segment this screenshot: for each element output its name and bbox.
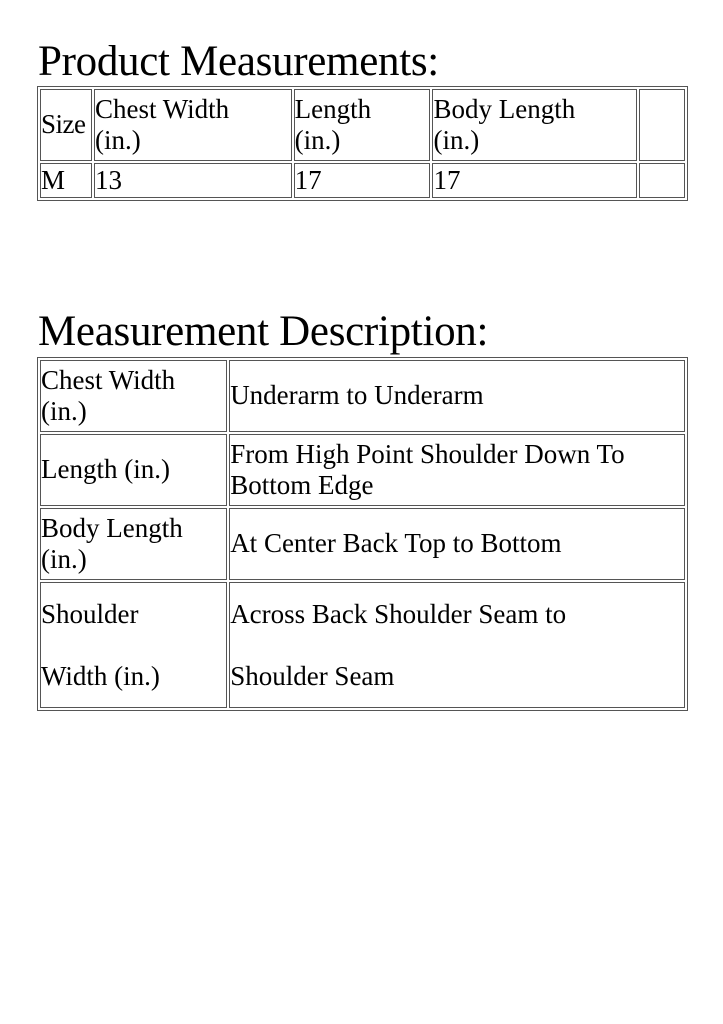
table-row xyxy=(40,508,685,580)
table-header-row xyxy=(40,89,685,161)
row-name-line2: (in.) xyxy=(41,544,87,574)
row-name-line1: Chest Width xyxy=(41,364,176,395)
row-description-line1: From High Point Shoulder Down To xyxy=(230,438,625,469)
row-name xyxy=(40,508,227,580)
header-blank xyxy=(639,89,685,161)
row-name xyxy=(40,360,227,432)
row-name-line1: Body Length xyxy=(41,512,183,543)
cell-body-length: 17 xyxy=(432,163,637,198)
header-chest-width-line2: (in.) xyxy=(94,125,141,155)
row-description-line2: Bottom Edge xyxy=(230,470,374,500)
row-name xyxy=(40,434,227,506)
header-body-length xyxy=(432,89,637,161)
product-measurements-table xyxy=(37,86,688,201)
cell-chest-width: 13 xyxy=(94,163,292,198)
row-description xyxy=(229,434,685,506)
table-row xyxy=(40,582,685,708)
table-row xyxy=(40,434,685,506)
header-body-length-line1: Body Length xyxy=(433,93,576,124)
row-name-line2: (in.) xyxy=(41,396,87,426)
header-length-line1: Length xyxy=(294,93,372,124)
header-length-line2: (in.) xyxy=(294,125,341,155)
row-name xyxy=(40,582,227,708)
row-description-line2: Shoulder Seam xyxy=(230,661,395,691)
header-chest-width-line1: Chest Width xyxy=(94,93,230,124)
row-description xyxy=(229,508,685,580)
header-chest-width xyxy=(94,89,292,161)
row-name-line2: Width (in.) xyxy=(41,661,160,691)
measurement-description-title: Measurement Description: xyxy=(38,308,489,355)
measurement-description-table xyxy=(37,357,688,711)
row-name-line1: Length (in.) xyxy=(41,454,170,485)
row-description-line1: Across Back Shoulder Seam to xyxy=(230,599,567,629)
product-measurements-title: Product Measurements: xyxy=(38,38,439,85)
header-body-length-line2: (in.) xyxy=(433,125,480,155)
table-row xyxy=(40,163,685,198)
row-name-line1: Shoulder xyxy=(41,599,139,629)
header-size: Size xyxy=(40,89,92,161)
header-length xyxy=(294,89,431,161)
cell-length: 17 xyxy=(294,163,431,198)
cell-blank xyxy=(639,163,685,198)
row-description xyxy=(229,360,685,432)
row-description-line1: At Center Back Top to Bottom xyxy=(230,528,562,559)
cell-size: M xyxy=(40,163,92,198)
table-row xyxy=(40,360,685,432)
row-description xyxy=(229,582,685,708)
row-description-line1: Underarm to Underarm xyxy=(230,380,484,411)
